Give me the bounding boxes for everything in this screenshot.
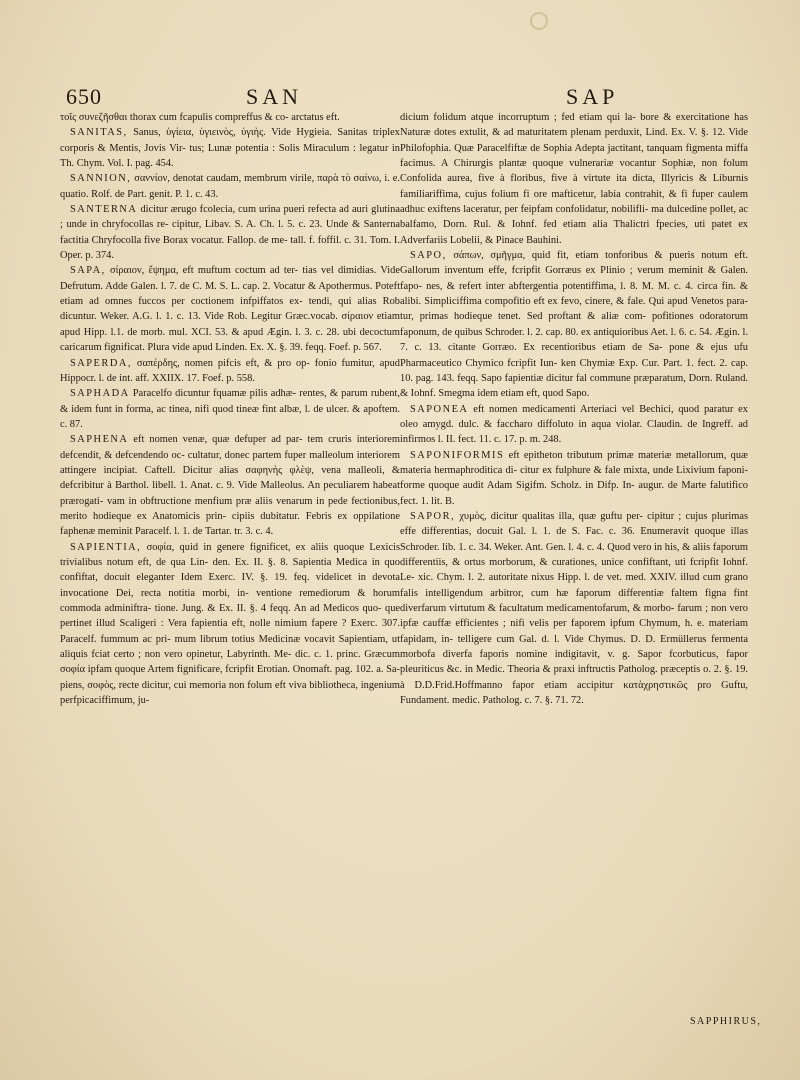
running-head-right: SAP (566, 84, 619, 109)
page-number: 650 (66, 84, 102, 109)
entry-headword: SAPIENTIA, (70, 541, 142, 553)
entry-text: dicium folidum atque incorruptum ; fed etiam qui la- bore & exercitatione has Naturæ dotes extulit, & ad maturitatem plenam perduxit, Lind. Ex. V. §. 12. Vide Philofophia. Quæ Paracelfiftæ de Sophia Adepta jactitant, tanquam figmenta miffa facimus. A Chirurgis plantæ quoque vulnerariæ vocantur Sophiæ, non folum Confolida aurea, five à floribus, five à virtute ita dicta, Illyricis & Liburnis familiariffima, cujus folium fi ore mafticetur, labia contrahit, & fi fuper caulem adhuc exiftens laceratur, per feipfam confolidatur, nobilifli- ma dulcedine pollet, ac balfamo, Dorn. Rul. & Iohnf. fed etiam alia Thalictri fpecies, uti patet ex Adverfariis Lobelii, & Pinace Bauhini. (400, 112, 748, 246)
entry-headword: SANITAS, (70, 127, 128, 139)
paper-stain (530, 12, 548, 30)
entry-headword: SAPO, (410, 250, 447, 262)
right-column (400, 110, 748, 1015)
entry-text: σίραιον, ἕψημα, eft muftum coctum ad ter- tias vel dimidias. Vide Defrutum. Adde Galen. l. 7. de C. M. S. L. cap. 2. Vocatur & Apothermus. Poteft etiam ad omnes fuccos per coctionem infpiffatos ex- tendi, qui alias Rob dicuntur. Weker. A.G. l. 1. c. 13. Vide Rob. Legitur Græc.vocab. σίραιον etiam apud Hipp. l.1. de morb. mul. XCI. 53. & apud Ægin. l. 3. c. 28. ubi decoctum caricarum fignificat. Plura vide apud Linden. Ex. X. §. 39. feqq. Foef. p. 567. (60, 265, 400, 354)
dictionary-entry (60, 110, 400, 125)
entry-text: σαπέρδης, nomen pifcis eft, & pro op- fonio fumitur, apud Hippocr. l. de int. aff. XXIIX. 17. Foef. p. 558. (60, 357, 400, 384)
entry-headword: SAPA, (70, 265, 106, 277)
dictionary-entry (400, 402, 748, 448)
dictionary-entry (60, 540, 400, 709)
entry-text: τοῖς συνεζῆσθαι thorax cum fcapulis compreffus & co- arctatus eft. (60, 112, 340, 123)
entry-text: Sanus, ὑγίεια, ὑγιεινὸς, ὑγιὴς. Vide Hygieia. Sanitas triplex corporis & Mentis, Jovis Vir- tus; Lunæ potentia : Solis Miraculum : legatur in Th. Chym. Vol. I. pag. 454. (60, 127, 400, 170)
dictionary-entry (60, 263, 400, 355)
dictionary-entry (60, 202, 400, 263)
entry-text: eft epitheton tributum primæ materiæ metallorum, quæ materia hermaphroditica di- citur ex fulphure & fale mixta, unde Lixivium faponi- forme quoque audit Adam Sigifm. Scholz. in Difp. In- augur. de Marte falutifico fect. 1. lit. B. (400, 449, 748, 507)
entry-headword: SAPOR, (410, 510, 456, 522)
dictionary-entry (60, 386, 400, 432)
entry-text: σάπων, σμῆγμα, quid fit, etiam tonforibus & pueris notum eft. Gallorum inventum effe, fcripfit Gorræus ex Plinio ; verum meminit & Galen. fapo- nes, & refert inter abftergentia potentiffima, l. 8. M. M. c. 4. circa fin. & alibi. Simpliciffima compofitio eft ex fevo, cinere, & fale. Qui apud Venetos para- tur, primas hodieque tenet. Sed proftant & aliæ com- pofitiones odoratorum faponum, de quibus Schroder. l. 2. cap. 80. ex antiquioribus Aet. l. 6. c. 54. Ægin. l. 7. c. 13. citante Gorræo. Ex recentioribus etiam de Sa- pone & ejus ufu Pharmaceutico Chymico fcripfit Iun- ken Chymiæ Exp. Cur. Part. 1. fect. 2. cap. 10. pag. 143. feqq. Sapo fapientiæ dicitur fal commune præparatum, Dorn. Ruland. & Iohnf. Smegma idem etiam eft, quod Sapo. (400, 250, 748, 400)
entry-headword: SAPONEA (410, 403, 469, 415)
entry-headword: SAPHENA (70, 434, 129, 446)
dictionary-entry (400, 509, 748, 708)
entry-text: χυμὸς, dicitur qualitas illa, quæ guftu per- cipitur ; cujus plurimas effe differentias, docuit Gal. l. 1. de S. Fac. c. 36. Enumeravit quoque illas Schroder. lib. 1. c. 34. Weker. Ant. Gen. l. 4. c. 4. Quod vero in his, & aliis faporum differentiis, & ortus morborum, & curationes, unice confiftant, uti fcripfit Iohnf. Le- xic. Chym. l. 2. autoritate nixus Hipp. l. de vet. med. XXIV. illud cum grano falis intelligendum arbitror, cum hæ faporum differentiæ faltem figna fint diverfarum virtutum & facultatum medicamentofarum, & morbo- farum ; non vero ipfæ cauffæ efficientes ; nifi velis per faporem ipfum Chymum, h. e. materiam fapidam, in- telligere cum Gal. d. l. Vide Chymus. D. D. Ermüllerus fermenta morbofa diverfa faporis nomine indigitavit, v. g. Sapor fcorbuticus, fapor pleuriticus &c. in Medic. Theoria & praxi inftructis Patholog. præceptis o. 2. §. 19. à D.D.Frid.Hoffmanno fapor etiam accipitur κατὰχρηστικῶς pro Guftu, Fundament. medic. Patholog. c. 7. §. 71. 72. (400, 510, 748, 707)
dictionary-entry (400, 110, 748, 248)
dictionary-entry (60, 432, 400, 539)
entry-text: σαννίον, denotat caudam, membrum virile, παρὰ τὸ σαίνω, i. e. quatio. Rolf. de Part. genit. P. 1. c. 43. (60, 173, 400, 200)
entry-headword: SAPERDA, (70, 357, 132, 369)
dictionary-entry (60, 125, 400, 171)
entry-headword: SAPHADA (70, 388, 130, 400)
entry-text: dicitur ærugo fcolecia, cum urina pueri refecta ad auri glutina ; unde in chryfocollas re- cipitur, Libav. S. A. Ch. l. 5. c. 23. Unde & Santerna factitia Chryfocolla five Borax vocatur. Fallop. de me- tall. f. foffil. c. 31. Tom. I. Oper. p. 374. (60, 204, 400, 262)
running-head-left: SAN (246, 84, 303, 109)
dictionary-entry (60, 171, 400, 202)
dictionary-entry (400, 248, 748, 401)
entry-headword: SAPONIFORMIS (410, 449, 505, 461)
entry-headword: SANNION, (70, 173, 132, 185)
entry-text: Paracelfo dicuntur fquamæ pilis adhæ- rentes, & parum rubent, & idem funt in forma, ac tinea, nifi quod tineæ fint albæ, l. de ulcer. & apoftem. c. 87. (60, 388, 400, 430)
entry-headword: SANTERNA (70, 204, 138, 216)
dictionary-entry (400, 448, 748, 509)
entry-text: eft nomen medicamenti Arteriaci vel Bechici, quod paratur ex oleo amygd. dulc. & faccharo diffoluto in aqua violar. Claudin. de Ingreff. ad infirmos l. II. fect. 11. c. 17. p. m. 248. (400, 403, 748, 446)
entry-text: σοφία, quid in genere fignificet, ex aliis quoque Lexicis trivialibus notum eft, de qua Lin- den. Ex. II. §. 8. Sapientia Medica in quo confiftat, docuit eleganter Idem Exerc. IV. §. 19. feq. videlicet in devota invocatione Dei, recta notitia morbi, in- ventione remediorum & horum commoda adminiftra- tione. Jung. & Ex. II. §. 4 feqq. An ad Medicos quo- que pertinet illud Scaligeri : Vera fapientia eft, nolle nimium fapere ? Exerc. 307. Paracelf. fummum ac pri- mum librum totius Medicinæ vocavit Sapientiam, ut aliquis fciat certo ; non vero opinetur, Labyrinth. Me- dic. c. 1. princ. Græcum σοφία ipfam quoque Artem fignificare, fcripfit Erotian. Onomaft. pag. 102. a. Sa- piens, σοφὸς, recte dicitur, cui memoria non folum eft viva bibliotheca, ingenium perfpicaciffimum, ju- (60, 541, 400, 707)
entry-text: eft nomen venæ, quæ defuper ad par- tem cruris interiorem defcendit, & defcendendo oc- cultatur, donec partem fuper malleolum interiorem attingere incipiat. Caftell. Dicitur alias σαφηνὴς φλὲψ, vena malleoli, & defcribitur à Barthol. libell. 1. Anat. c. 9. Vide Malleolus. An peculiarem habeat prærogati- vam in obftructione menfium præ aliis venarum in pede fectionibus, merito hodieque ex Anatomicis prin- cipiis dubitatur. Febris ex oppilatione faphenæ meminit Paracelf. l. 1. de Tartar. tr. 3. c. 4. (60, 434, 400, 538)
left-column (60, 110, 400, 1015)
dictionary-entry (60, 356, 400, 387)
catchword: SAPPHIRUS, (690, 1016, 762, 1027)
